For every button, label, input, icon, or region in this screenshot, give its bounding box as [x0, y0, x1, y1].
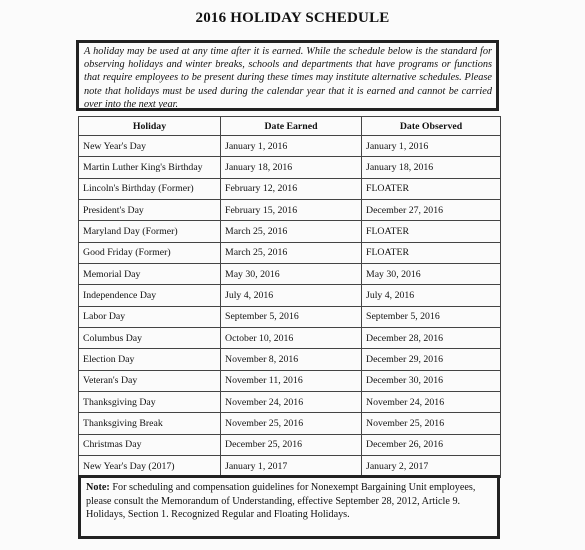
holiday-name-cell: Columbus Day [79, 328, 221, 349]
table-row [79, 456, 501, 477]
table-row [79, 200, 501, 221]
holiday-table [78, 116, 501, 478]
date-earned-cell: November 11, 2016 [221, 370, 362, 391]
table-row [79, 370, 501, 391]
holiday-name-cell: Memorial Day [79, 264, 221, 285]
table-row [79, 349, 501, 370]
column-header-date-observed: Date Observed [362, 117, 501, 136]
holiday-name-cell: Independence Day [79, 285, 221, 306]
date-observed-cell: December 28, 2016 [362, 328, 501, 349]
date-observed-cell: December 30, 2016 [362, 370, 501, 391]
date-earned-cell: November 25, 2016 [221, 413, 362, 434]
date-earned-cell: January 1, 2016 [221, 136, 362, 157]
holiday-name-cell: Election Day [79, 349, 221, 370]
intro-paragraph: A holiday may be used at any time after it is earned. While the schedule below is the standard for observing holidays and winter breaks, schools and departments that have programs or functions that require employees to be present during these times may institute alternative schedules. Please note that holidays must be used during the calendar year that it is earned and cannot be carried over into the next year. [76, 40, 499, 111]
date-observed-cell: September 5, 2016 [362, 306, 501, 327]
table-row [79, 136, 501, 157]
table-row [79, 264, 501, 285]
date-earned-cell: January 1, 2017 [221, 456, 362, 477]
holiday-name-cell: President's Day [79, 200, 221, 221]
date-observed-cell: November 25, 2016 [362, 413, 501, 434]
table-row [79, 328, 501, 349]
date-observed-cell: December 26, 2016 [362, 434, 501, 455]
note-box [78, 475, 500, 539]
date-earned-cell: May 30, 2016 [221, 264, 362, 285]
table-row [79, 178, 501, 199]
table-row [79, 285, 501, 306]
holiday-name-cell: Thanksgiving Break [79, 413, 221, 434]
table-row [79, 392, 501, 413]
date-observed-cell: December 27, 2016 [362, 200, 501, 221]
date-earned-cell: November 24, 2016 [221, 392, 362, 413]
date-earned-cell: September 5, 2016 [221, 306, 362, 327]
date-earned-cell: November 8, 2016 [221, 349, 362, 370]
column-header-holiday: Holiday [79, 117, 221, 136]
holiday-name-cell: Thanksgiving Day [79, 392, 221, 413]
holiday-name-cell: Veteran's Day [79, 370, 221, 391]
date-observed-cell: July 4, 2016 [362, 285, 501, 306]
holiday-name-cell: Labor Day [79, 306, 221, 327]
date-observed-cell: May 30, 2016 [362, 264, 501, 285]
table-row [79, 242, 501, 263]
table-row [79, 434, 501, 455]
date-observed-cell: FLOATER [362, 221, 501, 242]
note-text: For scheduling and compensation guidelines for Nonexempt Bargaining Unit employees, please consult the Memorandum of Understanding, effective September 28, 2012, Article 9. Holidays, Section 1. Recognized Regular and Floating Holidays. [86, 482, 476, 521]
date-observed-cell: FLOATER [362, 178, 501, 199]
holiday-name-cell: Christmas Day [79, 434, 221, 455]
holiday-name-cell: New Year's Day [79, 136, 221, 157]
date-earned-cell: February 12, 2016 [221, 178, 362, 199]
date-observed-cell: January 1, 2016 [362, 136, 501, 157]
table-body [79, 136, 501, 478]
date-observed-cell: January 2, 2017 [362, 456, 501, 477]
holiday-name-cell: Martin Luther King's Birthday [79, 157, 221, 178]
date-earned-cell: March 25, 2016 [221, 221, 362, 242]
date-observed-cell: FLOATER [362, 242, 501, 263]
table-row [79, 157, 501, 178]
date-earned-cell: July 4, 2016 [221, 285, 362, 306]
date-earned-cell: March 25, 2016 [221, 242, 362, 263]
table-row [79, 413, 501, 434]
date-earned-cell: December 25, 2016 [221, 434, 362, 455]
date-earned-cell: October 10, 2016 [221, 328, 362, 349]
note-label: Note: [86, 482, 110, 493]
table-header-row [79, 117, 501, 136]
page-title: 2016 HOLIDAY SCHEDULE [195, 10, 390, 26]
date-observed-cell: December 29, 2016 [362, 349, 501, 370]
column-header-date-earned: Date Earned [221, 117, 362, 136]
holiday-name-cell: Good Friday (Former) [79, 242, 221, 263]
date-earned-cell: February 15, 2016 [221, 200, 362, 221]
holiday-name-cell: Maryland Day (Former) [79, 221, 221, 242]
holiday-name-cell: Lincoln's Birthday (Former) [79, 178, 221, 199]
table-row [79, 221, 501, 242]
date-observed-cell: November 24, 2016 [362, 392, 501, 413]
date-earned-cell: January 18, 2016 [221, 157, 362, 178]
table-row [79, 306, 501, 327]
date-observed-cell: January 18, 2016 [362, 157, 501, 178]
holiday-name-cell: New Year's Day (2017) [79, 456, 221, 477]
